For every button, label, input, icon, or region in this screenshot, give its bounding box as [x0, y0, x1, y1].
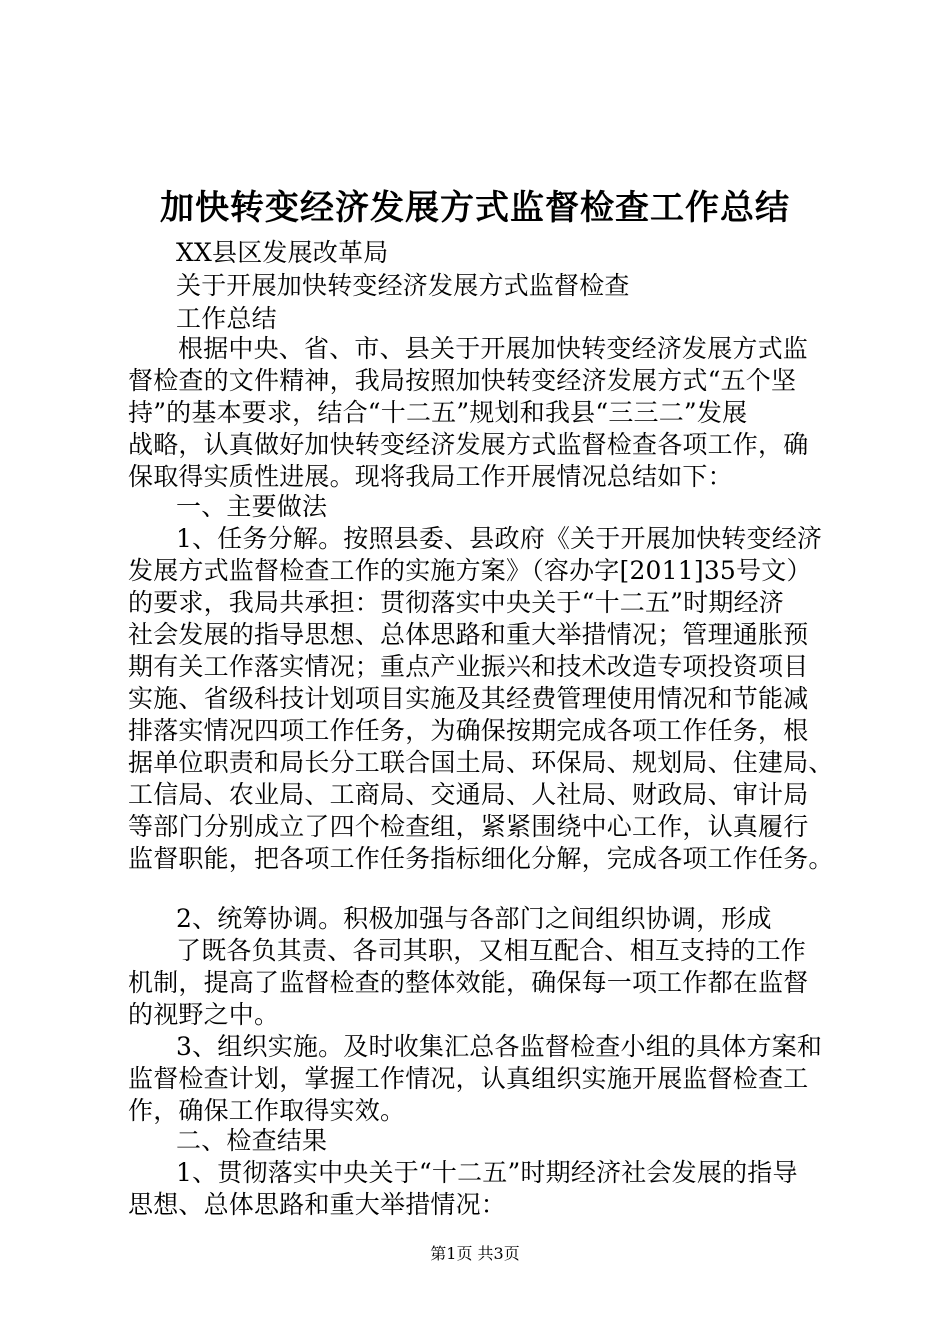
text-line: 2、统筹协调。积极加强与各部门之间组织协调，形成: [176, 904, 772, 933]
text-line: 社会发展的指导思想、总体思路和重大举措情况；管理通胀预: [128, 620, 809, 649]
text-line: 3、组织实施。及时收集汇总各监督检查小组的具体方案和: [176, 1032, 823, 1061]
text-line: 监督职能，把各项工作任务指标细化分解，完成各项工作任务。: [128, 844, 834, 873]
text-line: 的要求，我局共承担：贯彻落实中央关于“十二五”时期经济: [128, 588, 784, 617]
text-line: 根据中央、省、市、县关于开展加快转变经济发展方式监: [178, 334, 809, 363]
text-line: 思想、总体思路和重大举措情况：: [128, 1190, 507, 1219]
text-line: 期有关工作落实情况；重点产业振兴和技术改造专项投资项目: [128, 652, 809, 681]
text-line: 战略，认真做好加快转变经济发展方式监督检查各项工作，确: [128, 430, 809, 459]
section-heading: 二、检查结果: [176, 1126, 328, 1155]
section-heading: 一、主要做法: [176, 492, 328, 521]
text-line: 监督检查计划，掌握工作情况，认真组织实施开展监督检查工: [128, 1064, 809, 1093]
text-line: 工作总结: [176, 304, 277, 333]
text-line: 1、任务分解。按照县委、县政府《关于开展加快转变经济: [176, 524, 823, 553]
text-line: 的视野之中。: [128, 1000, 280, 1029]
text-line: 督检查的文件精神，我局按照加快转变经济发展方式“五个坚: [128, 366, 797, 395]
text-line: 据单位职责和局长分工联合国土局、环保局、规划局、住建局、: [128, 748, 834, 777]
text-line: 工信局、农业局、工商局、交通局、人社局、财政局、审计局: [128, 780, 809, 809]
text-line: 了既各负其责、各司其职，又相互配合、相互支持的工作: [176, 936, 807, 965]
text-line: 排落实情况四项工作任务，为确保按期完成各项工作任务，根: [128, 716, 809, 745]
document-title: 加快转变经济发展方式监督检查工作总结: [160, 188, 790, 228]
text-line: 作，确保工作取得实效。: [128, 1096, 406, 1125]
text-line: 等部门分别成立了四个检查组，紧紧围绕中心工作，认真履行: [128, 812, 809, 841]
text-line: 实施、省级科技计划项目实施及其经费管理使用情况和节能减: [128, 684, 809, 713]
page-number-footer: 第1页 共3页: [430, 1244, 520, 1263]
text-line: XX县区发展改革局: [176, 238, 389, 267]
text-line: 关于开展加快转变经济发展方式监督检查: [176, 271, 630, 300]
text-line: 保取得实质性进展。现将我局工作开展情况总结如下：: [128, 462, 733, 491]
text-line: 机制，提高了监督检查的整体效能，确保每一项工作都在监督: [128, 968, 809, 997]
text-line: 持”的基本要求，结合“十二五”规划和我县“三三二”发展: [128, 398, 748, 427]
text-line: 1、贯彻落实中央关于“十二五”时期经济社会发展的指导: [176, 1158, 798, 1187]
text-line: 发展方式监督检查工作的实施方案》（容办字[2011]35号文）: [128, 556, 812, 585]
